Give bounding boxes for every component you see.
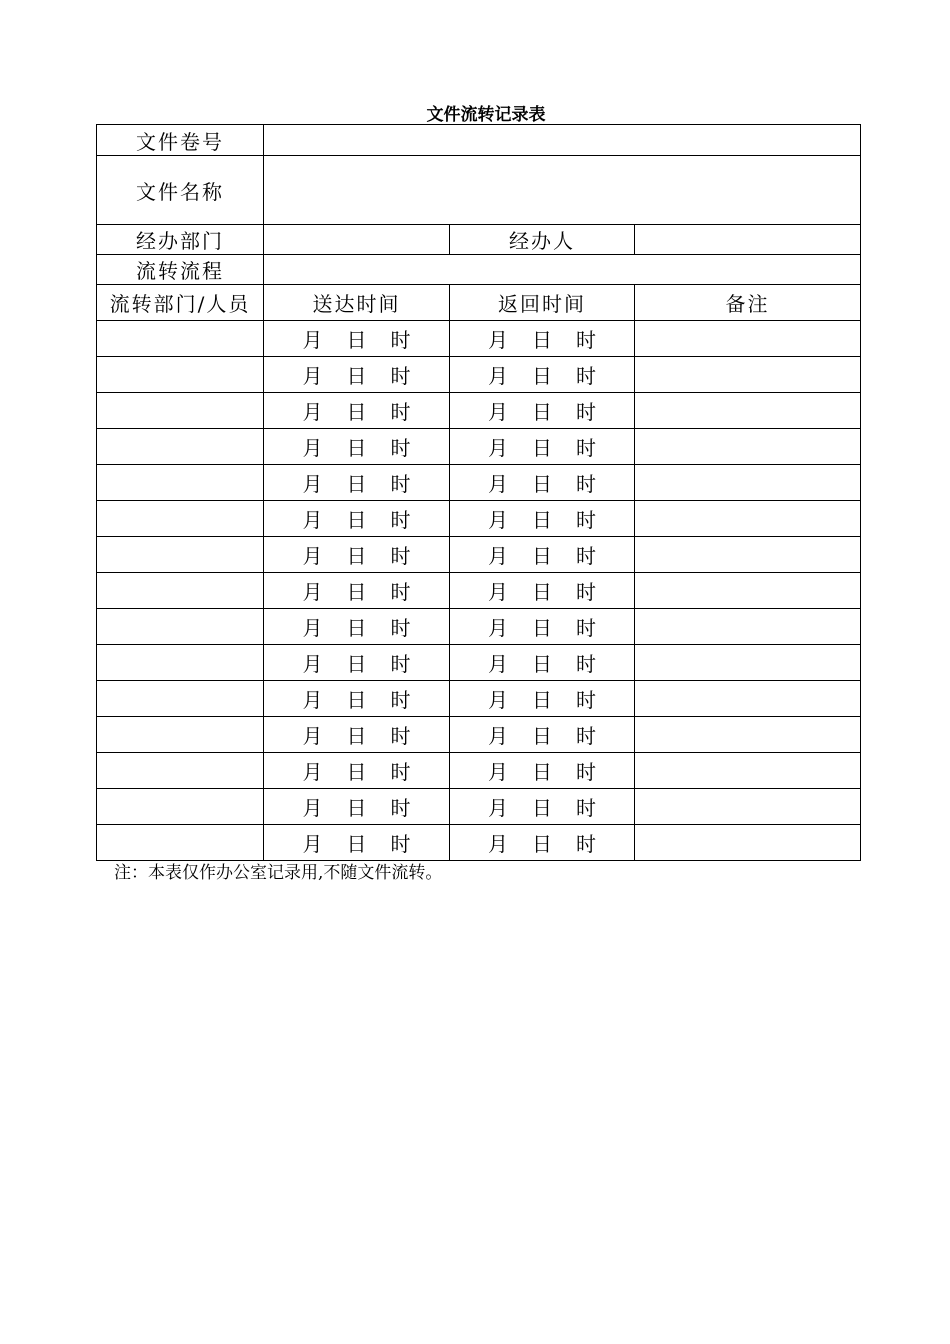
day-unit-label: 日 <box>346 688 367 712</box>
hour-unit-label: 时 <box>576 580 596 604</box>
hour-unit-label: 时 <box>390 508 411 532</box>
month-unit-label: 月 <box>488 436 508 460</box>
month-unit-label: 月 <box>488 760 508 784</box>
handling-dept-label: 经办部门 <box>97 225 264 255</box>
month-unit-label: 月 <box>488 328 508 352</box>
file-name-field[interactable] <box>264 156 861 225</box>
return-time-cell[interactable] <box>450 645 635 681</box>
day-unit-label: 日 <box>346 580 367 604</box>
day-unit-label: 日 <box>532 400 552 424</box>
month-unit-label: 月 <box>488 688 508 712</box>
return-time-cell[interactable] <box>450 573 635 609</box>
day-unit-label: 日 <box>346 652 367 676</box>
day-unit-label: 日 <box>346 724 367 748</box>
dept-person-cell[interactable] <box>97 465 264 501</box>
month-unit-label: 月 <box>302 832 323 856</box>
hour-unit-label: 时 <box>576 760 596 784</box>
hour-unit-label: 时 <box>576 400 596 424</box>
hour-unit-label: 时 <box>576 688 596 712</box>
send-time-cell[interactable] <box>264 681 450 717</box>
dept-person-cell[interactable] <box>97 753 264 789</box>
month-unit-label: 月 <box>488 724 508 748</box>
circulation-record-table <box>96 124 861 861</box>
handling-row <box>97 225 861 255</box>
return-time-cell[interactable] <box>450 465 635 501</box>
day-unit-label: 日 <box>346 328 367 352</box>
day-unit-label: 日 <box>346 544 367 568</box>
send-time-cell[interactable] <box>264 501 450 537</box>
day-unit-label: 日 <box>346 796 367 820</box>
month-unit-label: 月 <box>488 580 508 604</box>
hour-unit-label: 时 <box>390 436 411 460</box>
table-row <box>97 645 861 681</box>
table-row <box>97 825 861 861</box>
day-unit-label: 日 <box>532 616 552 640</box>
flow-process-label: 流转流程 <box>97 255 264 285</box>
send-time-cell[interactable] <box>264 609 450 645</box>
day-unit-label: 日 <box>346 472 367 496</box>
day-unit-label: 日 <box>532 796 552 820</box>
file-number-label: 文件卷号 <box>97 125 264 156</box>
month-unit-label: 月 <box>488 544 508 568</box>
form-title: 文件流转记录表 <box>426 105 546 125</box>
flow-process-row <box>97 255 861 285</box>
day-unit-label: 日 <box>532 544 552 568</box>
day-unit-label: 日 <box>532 436 552 460</box>
day-unit-label: 日 <box>346 400 367 424</box>
month-unit-label: 月 <box>302 400 323 424</box>
dept-person-cell[interactable] <box>97 501 264 537</box>
hour-unit-label: 时 <box>390 472 411 496</box>
month-unit-label: 月 <box>302 796 323 820</box>
remarks-cell[interactable] <box>635 357 861 393</box>
send-time-cell[interactable] <box>264 753 450 789</box>
remarks-cell[interactable] <box>635 753 861 789</box>
hour-unit-label: 时 <box>576 544 596 568</box>
hour-unit-label: 时 <box>390 616 411 640</box>
month-unit-label: 月 <box>488 652 508 676</box>
hour-unit-label: 时 <box>390 724 411 748</box>
hour-unit-label: 时 <box>576 724 596 748</box>
column-header-send-time: 送达时间 <box>264 285 450 321</box>
return-time-cell[interactable] <box>450 753 635 789</box>
return-time-cell[interactable] <box>450 393 635 429</box>
month-unit-label: 月 <box>302 652 323 676</box>
month-unit-label: 月 <box>488 400 508 424</box>
table-row <box>97 357 861 393</box>
remarks-cell[interactable] <box>635 825 861 861</box>
hour-unit-label: 时 <box>576 472 596 496</box>
day-unit-label: 日 <box>532 688 552 712</box>
column-header-row <box>97 285 861 321</box>
handler-field[interactable] <box>635 225 861 255</box>
dept-person-cell[interactable] <box>97 429 264 465</box>
remarks-cell[interactable] <box>635 645 861 681</box>
hour-unit-label: 时 <box>390 544 411 568</box>
month-unit-label: 月 <box>488 832 508 856</box>
dept-person-cell[interactable] <box>97 789 264 825</box>
month-unit-label: 月 <box>302 508 323 532</box>
dept-person-cell[interactable] <box>97 573 264 609</box>
month-unit-label: 月 <box>488 472 508 496</box>
day-unit-label: 日 <box>532 832 552 856</box>
day-unit-label: 日 <box>532 508 552 532</box>
dept-person-cell[interactable] <box>97 681 264 717</box>
hour-unit-label: 时 <box>390 364 411 388</box>
file-number-field[interactable] <box>264 125 861 156</box>
send-time-cell[interactable] <box>264 537 450 573</box>
month-unit-label: 月 <box>302 472 323 496</box>
dept-person-cell[interactable] <box>97 717 264 753</box>
return-time-cell[interactable] <box>450 501 635 537</box>
month-unit-label: 月 <box>302 544 323 568</box>
footnote: 注：本表仅作办公室记录用,不随文件流转。 <box>114 863 443 883</box>
file-name-label: 文件名称 <box>97 156 264 225</box>
dept-person-cell[interactable] <box>97 825 264 861</box>
return-time-cell[interactable] <box>450 789 635 825</box>
day-unit-label: 日 <box>532 472 552 496</box>
file-number-row <box>97 125 861 156</box>
file-name-row <box>97 156 861 225</box>
return-time-cell[interactable] <box>450 717 635 753</box>
hour-unit-label: 时 <box>576 328 596 352</box>
return-time-cell[interactable] <box>450 609 635 645</box>
table-row <box>97 465 861 501</box>
dept-person-cell[interactable] <box>97 537 264 573</box>
remarks-cell[interactable] <box>635 465 861 501</box>
table-row <box>97 681 861 717</box>
hour-unit-label: 时 <box>390 796 411 820</box>
month-unit-label: 月 <box>488 364 508 388</box>
month-unit-label: 月 <box>302 616 323 640</box>
column-header-remarks: 备注 <box>635 285 861 321</box>
send-time-cell[interactable] <box>264 789 450 825</box>
send-time-cell[interactable] <box>264 573 450 609</box>
day-unit-label: 日 <box>346 616 367 640</box>
day-unit-label: 日 <box>532 724 552 748</box>
day-unit-label: 日 <box>346 364 367 388</box>
return-time-cell[interactable] <box>450 321 635 357</box>
remarks-cell[interactable] <box>635 429 861 465</box>
month-unit-label: 月 <box>302 364 323 388</box>
return-time-cell[interactable] <box>450 357 635 393</box>
table-row <box>97 609 861 645</box>
send-time-cell[interactable] <box>264 429 450 465</box>
hour-unit-label: 时 <box>390 652 411 676</box>
month-unit-label: 月 <box>488 796 508 820</box>
column-header-dept-person: 流转部门/人员 <box>97 285 264 321</box>
dept-person-cell[interactable] <box>97 645 264 681</box>
remarks-cell[interactable] <box>635 573 861 609</box>
day-unit-label: 日 <box>346 436 367 460</box>
dept-person-cell[interactable] <box>97 357 264 393</box>
return-time-cell[interactable] <box>450 537 635 573</box>
month-unit-label: 月 <box>302 436 323 460</box>
flow-process-field[interactable] <box>264 255 861 285</box>
send-time-cell[interactable] <box>264 717 450 753</box>
month-unit-label: 月 <box>302 760 323 784</box>
hour-unit-label: 时 <box>576 652 596 676</box>
hour-unit-label: 时 <box>576 832 596 856</box>
send-time-cell[interactable] <box>264 321 450 357</box>
table-row <box>97 717 861 753</box>
day-unit-label: 日 <box>346 760 367 784</box>
day-unit-label: 日 <box>532 580 552 604</box>
column-header-return-time: 返回时间 <box>450 285 635 321</box>
month-unit-label: 月 <box>302 328 323 352</box>
month-unit-label: 月 <box>302 580 323 604</box>
hour-unit-label: 时 <box>576 436 596 460</box>
table-row <box>97 753 861 789</box>
hour-unit-label: 时 <box>390 580 411 604</box>
remarks-cell[interactable] <box>635 501 861 537</box>
month-unit-label: 月 <box>302 688 323 712</box>
send-time-cell[interactable] <box>264 357 450 393</box>
month-unit-label: 月 <box>488 508 508 532</box>
return-time-cell[interactable] <box>450 681 635 717</box>
dept-person-cell[interactable] <box>97 321 264 357</box>
remarks-cell[interactable] <box>635 537 861 573</box>
hour-unit-label: 时 <box>576 796 596 820</box>
table-row <box>97 429 861 465</box>
remarks-cell[interactable] <box>635 321 861 357</box>
table-row <box>97 501 861 537</box>
hour-unit-label: 时 <box>390 832 411 856</box>
send-time-cell[interactable] <box>264 393 450 429</box>
remarks-cell[interactable] <box>635 717 861 753</box>
table-row <box>97 393 861 429</box>
hour-unit-label: 时 <box>390 400 411 424</box>
handler-label: 经办人 <box>450 225 635 255</box>
dept-person-cell[interactable] <box>97 393 264 429</box>
handling-dept-field[interactable] <box>264 225 450 255</box>
remarks-cell[interactable] <box>635 609 861 645</box>
send-time-cell[interactable] <box>264 465 450 501</box>
table-row <box>97 573 861 609</box>
hour-unit-label: 时 <box>390 760 411 784</box>
day-unit-label: 日 <box>532 652 552 676</box>
day-unit-label: 日 <box>532 364 552 388</box>
return-time-cell[interactable] <box>450 429 635 465</box>
month-unit-label: 月 <box>488 616 508 640</box>
day-unit-label: 日 <box>532 328 552 352</box>
day-unit-label: 日 <box>346 832 367 856</box>
send-time-cell[interactable] <box>264 645 450 681</box>
hour-unit-label: 时 <box>576 508 596 532</box>
hour-unit-label: 时 <box>576 616 596 640</box>
return-time-cell[interactable] <box>450 825 635 861</box>
hour-unit-label: 时 <box>390 328 411 352</box>
remarks-cell[interactable] <box>635 681 861 717</box>
day-unit-label: 日 <box>346 508 367 532</box>
dept-person-cell[interactable] <box>97 609 264 645</box>
day-unit-label: 日 <box>532 760 552 784</box>
month-unit-label: 月 <box>302 724 323 748</box>
table-row <box>97 321 861 357</box>
hour-unit-label: 时 <box>576 364 596 388</box>
send-time-cell[interactable] <box>264 825 450 861</box>
remarks-cell[interactable] <box>635 393 861 429</box>
hour-unit-label: 时 <box>390 688 411 712</box>
table-row <box>97 789 861 825</box>
remarks-cell[interactable] <box>635 789 861 825</box>
table-row <box>97 537 861 573</box>
